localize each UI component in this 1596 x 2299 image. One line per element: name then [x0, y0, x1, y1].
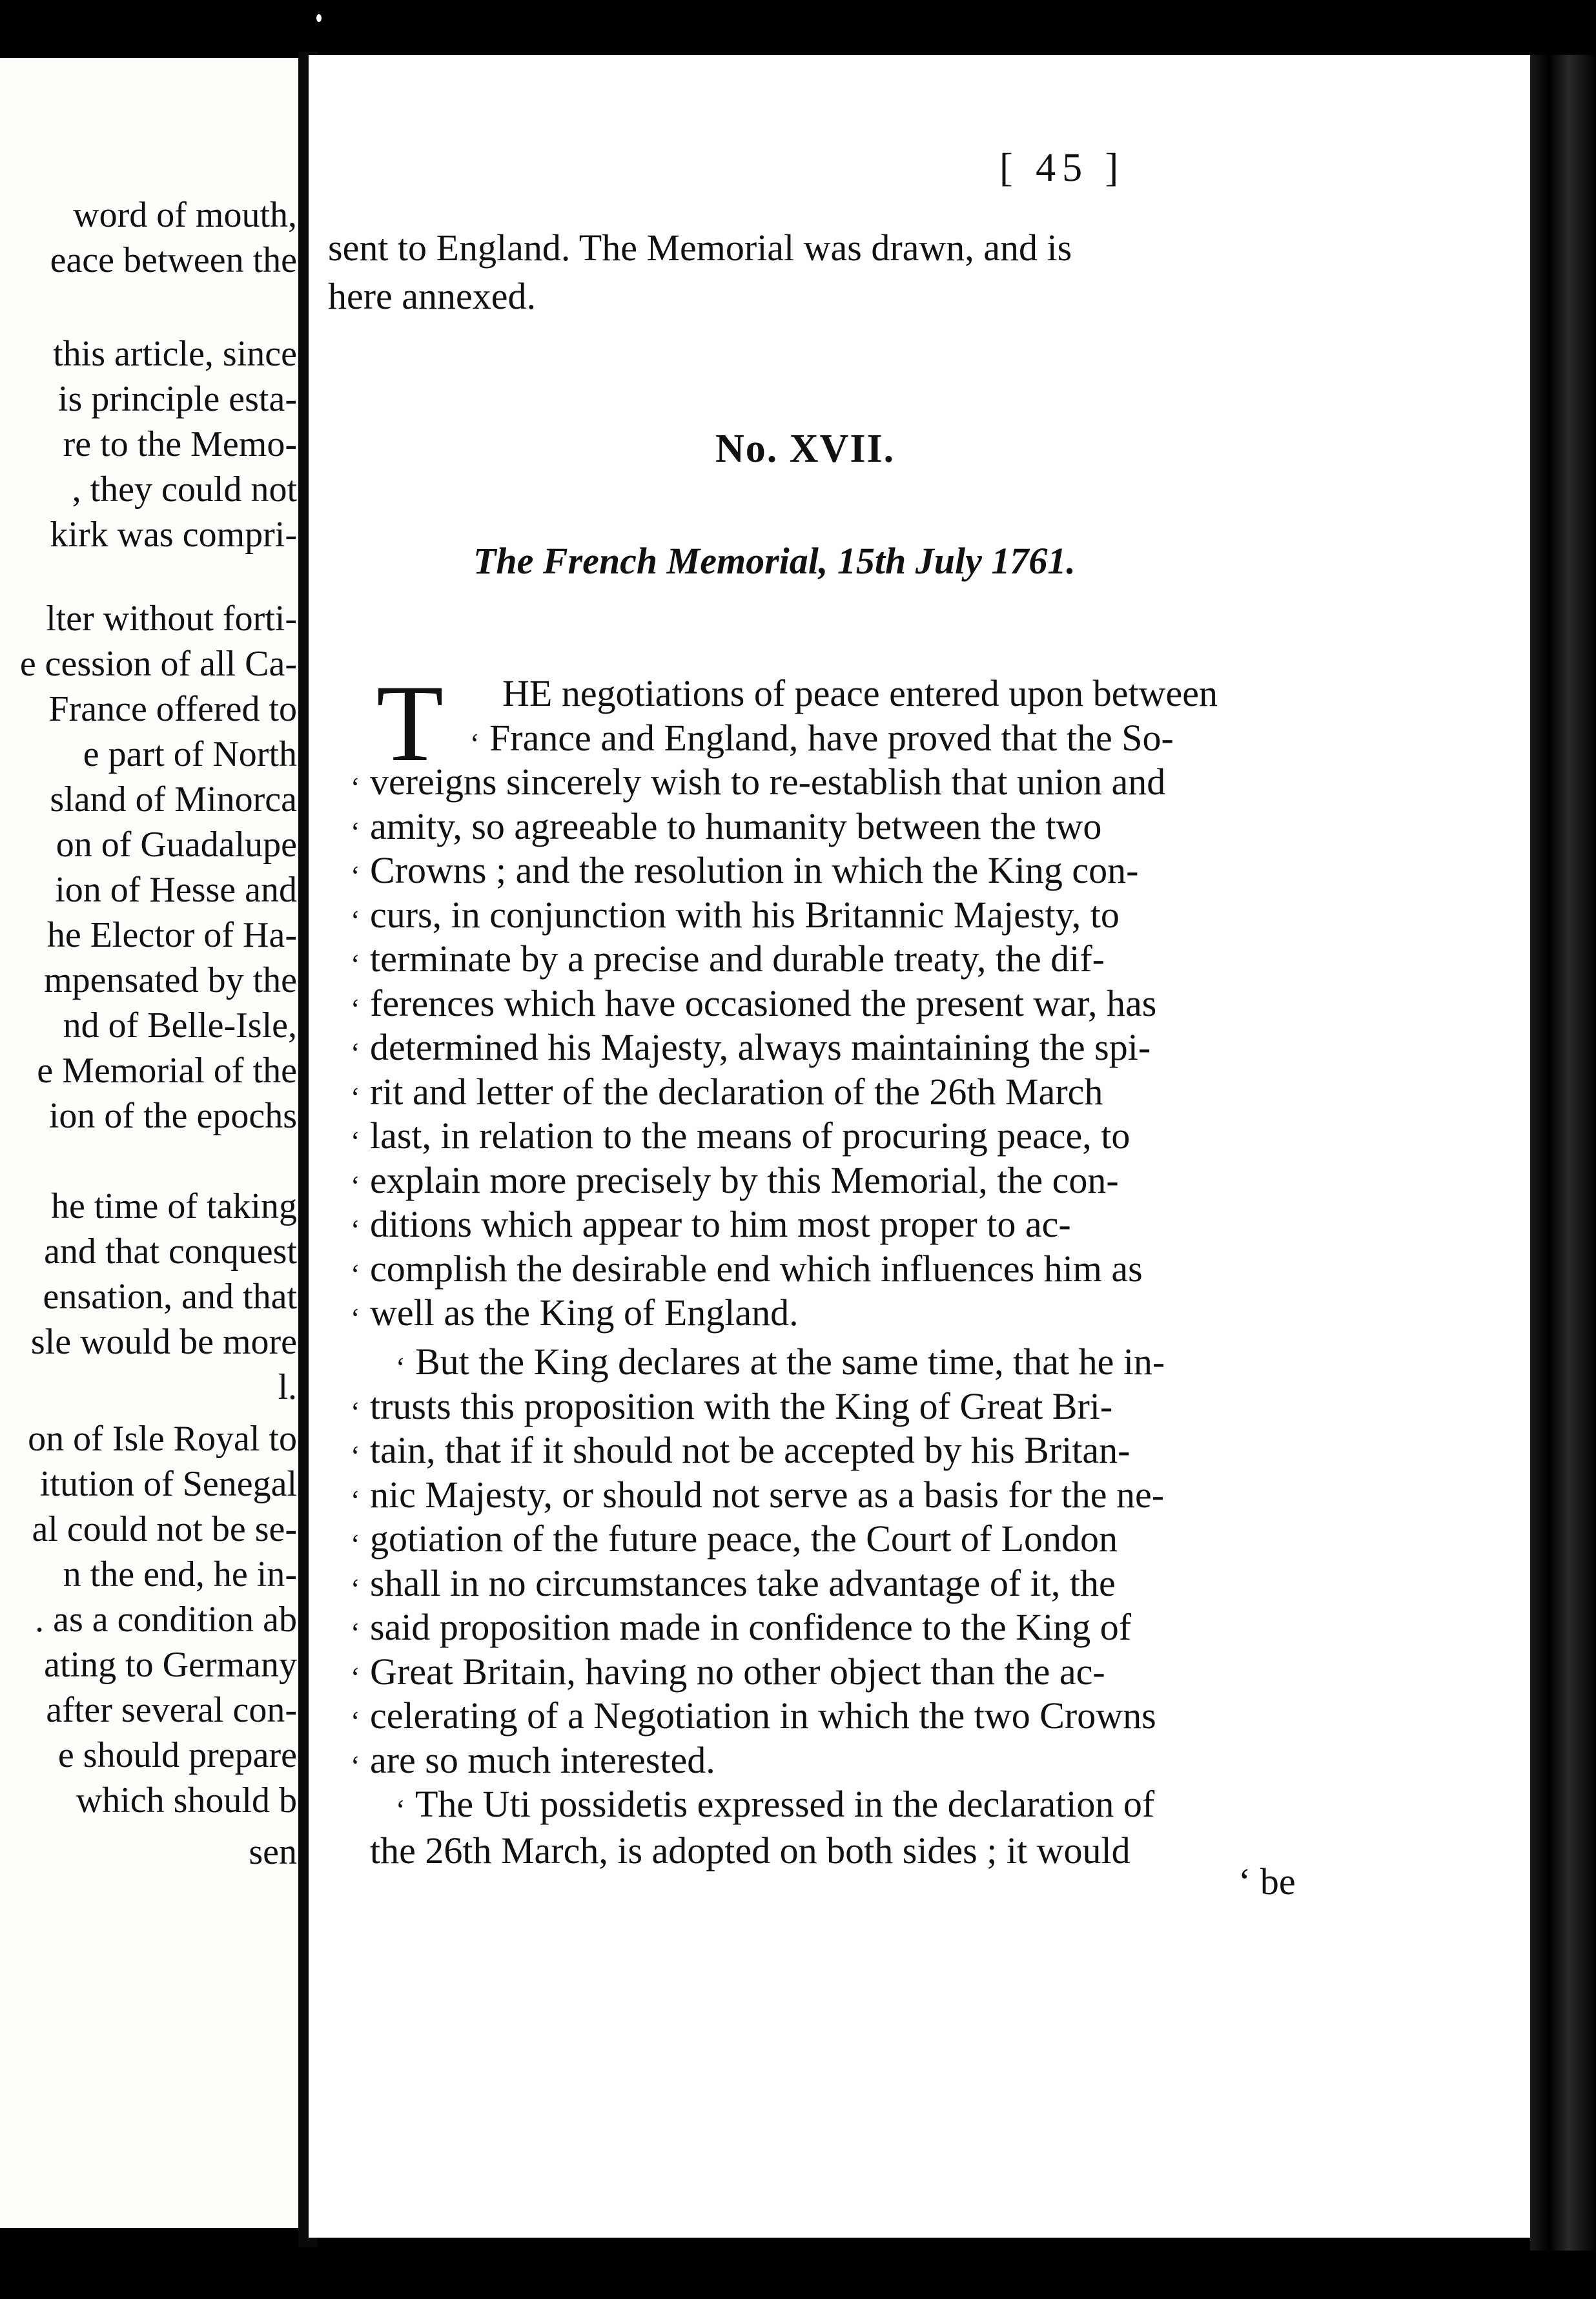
- scan-speck: [316, 14, 322, 22]
- left-page-line: ion of the epochs: [48, 1096, 297, 1136]
- paragraph-1-line: ditions which appear to him most proper to ac-: [370, 1203, 1071, 1245]
- quote-mark: ‘: [351, 1484, 360, 1516]
- paragraph-2-line: celerating of a Negotiation in which the two Crowns: [370, 1695, 1156, 1737]
- left-page-line: sland of Minorca: [50, 779, 297, 820]
- drop-cap: T: [376, 663, 444, 784]
- left-page-line: ating to Germany: [44, 1645, 297, 1685]
- paragraph-1-line: ferences which have occasioned the present war, has: [370, 982, 1157, 1024]
- paragraph-2-line: are so much interested.: [370, 1738, 715, 1781]
- left-page-line: , they could not: [72, 469, 297, 510]
- quote-mark: ‘: [351, 1214, 360, 1246]
- page-edge-shadow: [1530, 55, 1596, 2251]
- paragraph-1-line: Crowns ; and the resolution in which the King con-: [370, 849, 1139, 891]
- left-page-line: kirk was compri-: [50, 515, 297, 555]
- opening-line-2: here annexed.: [328, 275, 537, 317]
- paragraph-2-line: said proposition made in confidence to the King of: [370, 1606, 1132, 1648]
- paragraph-2-line: shall in no circumstances take advantage of it, the: [370, 1562, 1116, 1604]
- paragraph-2-line: Great Britain, having no other object than the ac-: [370, 1650, 1105, 1693]
- left-page-line: e should prepare: [57, 1735, 297, 1775]
- left-page-line: he time of taking: [50, 1186, 297, 1226]
- left-page-line: eace between the: [50, 240, 297, 280]
- paragraph-2-line: gotiation of the future peace, the Court of London: [370, 1518, 1118, 1560]
- left-page-line: e Memorial of the: [37, 1051, 297, 1091]
- left-page-line: word of mouth,: [73, 195, 297, 235]
- paragraph-3-line: The Uti possidetis expressed in the declaration of: [415, 1783, 1155, 1825]
- paragraph-1-line: terminate by a precise and durable treaty, the dif-: [370, 938, 1105, 980]
- quote-mark: ‘: [351, 1081, 360, 1113]
- catchword: ‘ be: [1238, 1861, 1296, 1902]
- left-page-line: sle would be more: [30, 1322, 297, 1362]
- left-page-line: lter without forti-: [46, 599, 297, 639]
- left-page-line: e cession of all Ca-: [19, 644, 297, 684]
- left-page-line: on of Isle Royal to: [28, 1419, 297, 1459]
- paragraph-2-line: nic Majesty, or should not serve as a basis for the ne-: [370, 1473, 1165, 1516]
- quote-mark: ‘: [351, 993, 360, 1025]
- paragraph-1-line: well as the King of England.: [370, 1292, 799, 1334]
- quote-mark: ‘: [351, 1303, 360, 1334]
- left-page-line: e part of North: [83, 734, 297, 774]
- left-page-line: which should b: [76, 1780, 297, 1820]
- left-page-line: mpensated by the: [44, 960, 297, 1000]
- quote-mark: ‘: [470, 727, 480, 759]
- paragraph-2-line: trusts this proposition with the King of Great Bri-: [370, 1385, 1113, 1427]
- left-page: [0, 58, 298, 2228]
- quote-mark: ‘: [351, 1396, 360, 1428]
- quote-mark: ‘: [351, 816, 360, 848]
- left-page-line: ensation, and that: [43, 1277, 297, 1317]
- left-page-line: nd of Belle-Isle,: [63, 1005, 297, 1046]
- left-page-line: ion of Hesse and: [55, 870, 297, 910]
- paragraph-1-line: explain more precisely by this Memorial, the con-: [370, 1159, 1119, 1201]
- right-page: [309, 55, 1539, 2238]
- left-page-line: l.: [278, 1367, 297, 1407]
- left-page-line: itution of Senegal: [39, 1464, 297, 1504]
- opening-line-1: sent to England. The Memorial was drawn, and is: [328, 227, 1072, 269]
- left-page-line: n the end, he in-: [63, 1554, 297, 1594]
- left-page-line: re to the Memo-: [63, 424, 297, 464]
- paragraph-2-line: tain, that if it should not be accepted by his Britan-: [370, 1429, 1130, 1471]
- quote-mark: ‘: [351, 1706, 360, 1737]
- left-page-line: France offered to: [48, 689, 297, 729]
- left-page-line: is principle esta-: [57, 379, 297, 419]
- memorial-title: The French Memorial, 15th July 1761.: [473, 540, 1076, 582]
- left-page-line: on of Guadalupe: [56, 825, 297, 865]
- paragraph-1-line: vereigns sincerely wish to re-establish that union and: [370, 761, 1166, 803]
- quote-mark: ‘: [351, 1661, 360, 1693]
- paragraph-2-line: But the King declares at the same time, that he in-: [415, 1341, 1165, 1383]
- quote-mark: ‘: [351, 860, 360, 892]
- quote-mark: ‘: [351, 1037, 360, 1069]
- paragraph-1-line: complish the desirable end which influences him as: [370, 1247, 1143, 1290]
- quote-mark: ‘: [396, 1352, 405, 1383]
- quote-mark: ‘: [351, 1258, 360, 1290]
- paragraph-1-line: rit and letter of the declaration of the 26th March: [370, 1070, 1103, 1113]
- quote-mark: ‘: [396, 1794, 405, 1826]
- paragraph-1-line: determined his Majesty, always maintaining the spi-: [370, 1026, 1151, 1068]
- left-page-line: he Elector of Ha-: [46, 915, 297, 955]
- quote-mark: ‘: [351, 772, 360, 803]
- paragraph-1-line: HE negotiations of peace entered upon between: [502, 672, 1218, 714]
- left-page-line: al could not be se-: [32, 1509, 297, 1549]
- left-page-line: . as a condition ab: [35, 1600, 297, 1640]
- quote-mark: ‘: [351, 1617, 360, 1649]
- quote-mark: ‘: [351, 904, 360, 936]
- paragraph-1-line: curs, in conjunction with his Britannic Majesty, to: [370, 893, 1120, 936]
- paragraph-1-line: amity, so agreeable to humanity between the two: [370, 805, 1102, 847]
- left-page-line: this article, since: [53, 334, 297, 374]
- quote-mark: ‘: [351, 1529, 360, 1560]
- quote-mark: ‘: [351, 1440, 360, 1472]
- quote-mark: ‘: [351, 949, 360, 980]
- page-number: [ 45 ]: [999, 146, 1125, 190]
- paragraph-1-line: last, in relation to the means of procuring peace, to: [370, 1115, 1130, 1157]
- section-heading: No. XVII.: [715, 427, 895, 471]
- left-page-line: after several con-: [46, 1690, 297, 1730]
- quote-mark: ‘: [351, 1749, 360, 1782]
- quote-mark: ‘: [351, 1126, 360, 1157]
- quote-mark: ‘: [351, 1572, 360, 1605]
- paragraph-3-line: the 26th March, is adopted on both sides ; it would: [370, 1830, 1130, 1871]
- paragraph-1-line: France and England, have proved that the So-: [489, 716, 1174, 759]
- left-page-line: sen: [249, 1832, 297, 1872]
- quote-mark: ‘: [351, 1170, 360, 1202]
- left-page-line: and that conquest: [44, 1232, 297, 1272]
